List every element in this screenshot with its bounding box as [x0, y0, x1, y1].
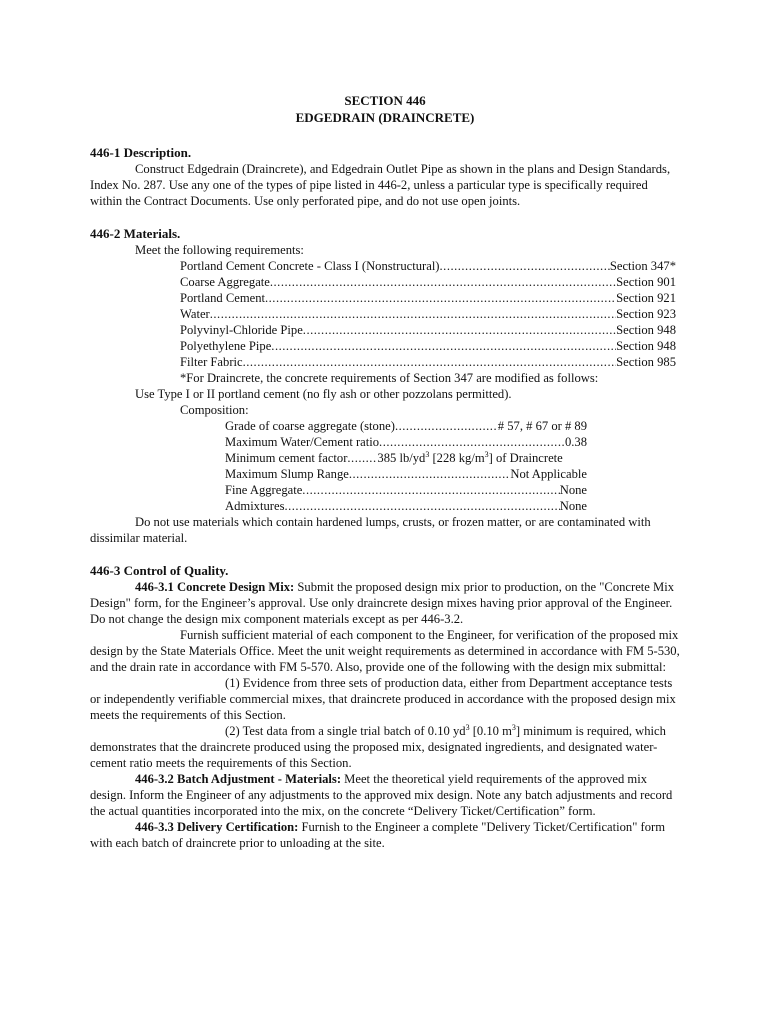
material-row	[180, 354, 676, 370]
dot-leader	[271, 338, 616, 354]
draincrete-note: *For Draincrete, the concrete requirements of Section 347 are modified as follows:	[180, 371, 599, 385]
dot-leader	[210, 306, 616, 322]
section-number: SECTION 446	[344, 93, 426, 108]
material-label: Polyethylene Pipe	[180, 339, 272, 353]
composition-label: Maximum Slump Range	[225, 467, 349, 481]
batch-adjustment-paragraph	[90, 771, 680, 819]
design-mix-text: Submit the proposed design mix prior to production, on the "Concrete Mix Design" form, for the Engineer’s approval. Use only draincrete design mixes having prior approval of the Engineer. Do not change the design mix component materials except as per 446-3.2.	[90, 580, 675, 626]
dot-leader	[349, 466, 511, 482]
cement-factor-imperial: 385 lb/yd	[377, 451, 426, 465]
option-2-paragraph	[90, 723, 680, 771]
heading-446-3: 446-3 Control of Quality.	[90, 563, 229, 578]
composition-row	[225, 450, 587, 466]
design-mix-paragraph	[90, 579, 680, 627]
composition-value: None	[559, 483, 587, 497]
subsection-heading-446-3-1: 446-3.1 Concrete Design Mix:	[135, 580, 295, 594]
option-2-text-c: ] minimum is required, which demonstrates that the draincrete produced using the proposed mix, designated ingredients, and designated water-cement ratio meets the requirements of this Section.	[90, 724, 666, 770]
material-spec: Section 948	[616, 323, 676, 337]
material-row	[180, 274, 676, 290]
batch-adjustment-text: Meet the theoretical yield requirements of the approved mix design. Inform the Engineer of any adjustments to the approved mix design. Note any batch adjustments and record the actual quantities incorporated into the mix, on the concrete “Delivery Ticket/Certification” form.	[90, 772, 673, 818]
material-spec: Section 347*	[609, 259, 676, 273]
superscript: 3	[511, 722, 516, 732]
composition-value: Not Applicable	[510, 467, 587, 481]
heading-446-1: 446-1 Description.	[90, 145, 192, 160]
option-1-paragraph: (1) Evidence from three sets of production data, either from Department acceptance tests or independently verifiable commercial mixes, that draincrete produced in accordance with the proposed design mix meets the requirements of this Section.	[90, 676, 676, 722]
dot-leader	[243, 354, 617, 370]
description-paragraph: Construct Edgedrain (Draincrete), and Edgedrain Outlet Pipe as shown in the plans and Design Standards, Index No. 287. Use any one of the types of pipe listed in 446-2, unless a particular type is specifically required within the Contract Documents. Use only perforated pipe, and do not use open joints.	[90, 162, 671, 208]
material-spec: Section 985	[616, 355, 676, 369]
superscript: 3	[425, 449, 430, 459]
dot-leader	[265, 290, 616, 306]
composition-row	[225, 434, 587, 450]
cement-type-line: Use Type I or II portland cement (no fly ash or other pozzolans permitted).	[135, 387, 512, 401]
cement-factor-suffix: ] of Draincrete	[488, 451, 563, 465]
heading-446-2: 446-2 Materials.	[90, 226, 181, 241]
material-label: Coarse Aggregate	[180, 275, 270, 289]
composition-label: Minimum cement factor	[225, 451, 348, 465]
dot-leader	[303, 322, 616, 338]
delivery-certification-text: Furnish to the Engineer a complete "Delivery Ticket/Certification" form with each batch of draincrete prior to unloading at the site.	[90, 820, 665, 850]
material-label: Filter Fabric	[180, 355, 243, 369]
material-label: Portland Cement Concrete - Class I (Nonstructural)	[180, 259, 440, 273]
composition-row	[225, 418, 587, 434]
material-label: Polyvinyl-Chloride Pipe	[180, 323, 303, 337]
dot-leader	[379, 434, 565, 450]
dot-leader	[395, 418, 498, 434]
material-spec: Section 948	[616, 339, 676, 353]
composition-row	[225, 498, 587, 514]
composition-row	[225, 466, 587, 482]
composition-label: Composition:	[180, 403, 249, 417]
superscript: 3	[465, 722, 470, 732]
material-label: Water	[180, 307, 210, 321]
delivery-certification-paragraph	[90, 819, 680, 851]
material-row	[180, 290, 676, 306]
composition-value: # 57, # 67 or # 89	[497, 419, 587, 433]
material-row	[180, 258, 676, 274]
composition-label: Grade of coarse aggregate (stone)	[225, 419, 395, 433]
dot-leader	[270, 274, 616, 290]
dot-leader	[284, 498, 559, 514]
superscript: 3	[484, 449, 489, 459]
dot-leader	[440, 258, 610, 274]
material-spec: Section 923	[616, 307, 676, 321]
composition-value: None	[559, 499, 587, 513]
material-row	[180, 322, 676, 338]
composition-label: Admixtures	[225, 499, 285, 513]
option-2-text-a: (2) Test data from a single trial batch of 0.10 yd	[225, 724, 466, 738]
cement-factor-metric: [228 kg/m	[429, 451, 485, 465]
section-title: EDGEDRAIN (DRAINCRETE)	[295, 110, 475, 125]
document-page	[90, 92, 680, 851]
composition-list	[90, 418, 587, 514]
material-spec: Section 901	[616, 275, 676, 289]
dot-leader	[347, 450, 377, 466]
composition-label: Maximum Water/Cement ratio	[225, 435, 380, 449]
materials-intro: Meet the following requirements:	[135, 243, 304, 257]
material-spec: Section 921	[616, 291, 676, 305]
subsection-heading-446-3-2: 446-3.2 Batch Adjustment - Materials:	[135, 772, 342, 786]
material-row	[180, 338, 676, 354]
materials-list	[90, 258, 676, 370]
composition-value: 0.38	[564, 435, 587, 449]
furnish-paragraph: Furnish sufficient material of each component to the Engineer, for verification of the proposed mix design by the State Materials Office. Meet the unit weight requirements as determined in accordance with FM 5-530, and the drain rate in accordance with FM 5-570. Also, provide one of the following with the design mix submittal:	[90, 628, 680, 674]
composition-label: Fine Aggregate	[225, 483, 303, 497]
composition-row	[225, 482, 587, 498]
dot-leader	[302, 482, 559, 498]
material-row	[180, 306, 676, 322]
subsection-heading-446-3-3: 446-3.3 Delivery Certification:	[135, 820, 299, 834]
option-2-text-b: [0.10 m	[469, 724, 512, 738]
materials-closing: Do not use materials which contain hardened lumps, crusts, or frozen matter, or are contaminated with dissimilar material.	[90, 515, 651, 545]
composition-value	[377, 450, 562, 466]
material-label: Portland Cement	[180, 291, 265, 305]
